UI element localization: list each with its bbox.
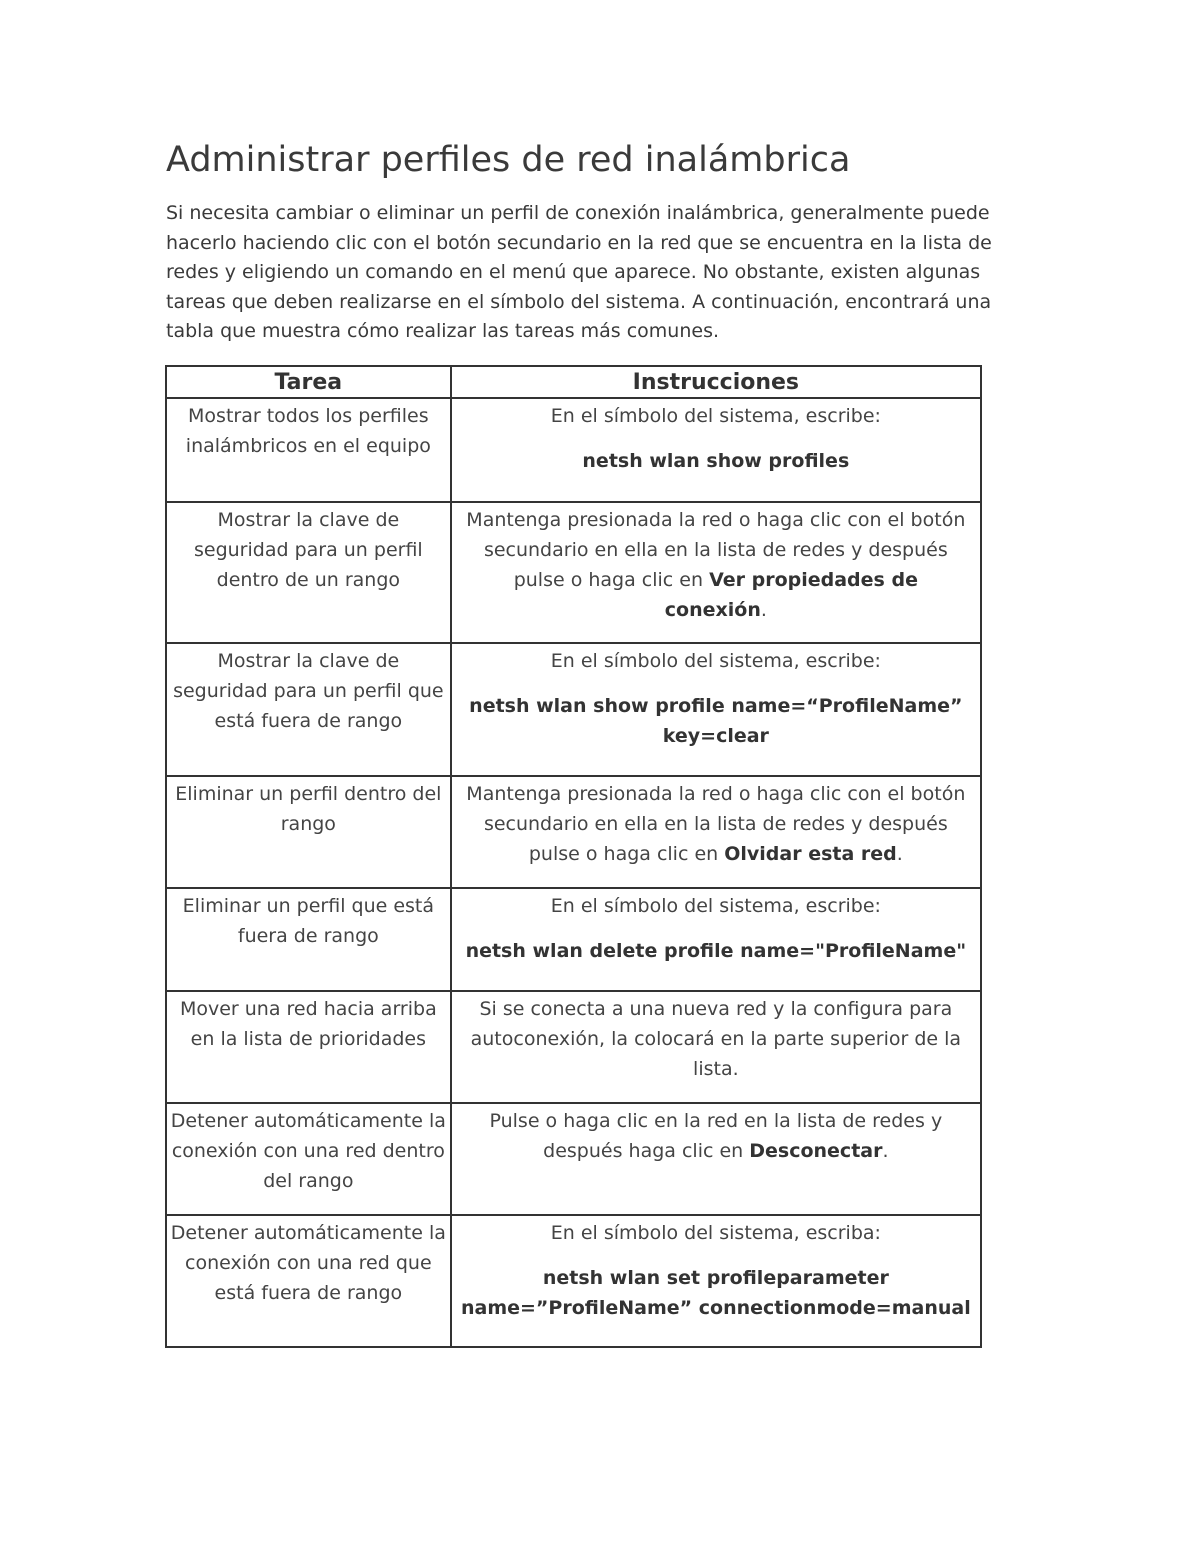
instruction-line: En el símbolo del sistema, escribe: [550,895,881,917]
task-cell [166,1215,451,1347]
instruction-cell [451,776,981,888]
task-line: está fuera de rango [214,1282,403,1304]
command-line: netsh wlan show profiles [582,450,850,472]
instruction-line: Si se conecta a una nueva red y la configura para [479,998,953,1020]
table-row [166,991,981,1103]
command-block [452,1263,980,1323]
task-cell [166,1103,451,1215]
task-line: conexión con una red que [185,1252,432,1274]
intro-line: Si necesita cambiar o eliminar un perfil de conexión inalámbrica, generalmente puede [166,202,990,224]
instruction-text: . [882,1140,889,1162]
task-line: en la lista de prioridades [190,1028,427,1050]
tasks-table [165,365,982,1348]
instruction-line: secundario en ella en la lista de redes y después [483,813,948,835]
instruction-line: En el símbolo del sistema, escriba: [550,1222,881,1244]
command-block [452,691,980,751]
page-title: Administrar perfiles de red inalámbrica [166,140,851,180]
task-cell [166,398,451,502]
instruction-text: pulse o haga clic en [513,569,710,591]
table-row [166,776,981,888]
instruction-line: En el símbolo del sistema, escribe: [550,405,881,427]
intro-paragraph [166,199,1036,347]
instruction-line [452,565,980,595]
command-line: netsh wlan set profileparameter [542,1267,889,1289]
instruction-emphasis: conexión [664,599,761,621]
instruction-line: autoconexión, la colocará en la parte superior de la [470,1028,962,1050]
table-header-row [166,366,981,398]
command-block [452,446,980,476]
table-row [166,502,981,643]
instruction-cell [451,888,981,991]
task-line: Eliminar un perfil dentro del [175,783,442,805]
instruction-line: En el símbolo del sistema, escribe: [550,650,881,672]
task-line: Detener automáticamente la [170,1222,446,1244]
instruction-cell [451,643,981,776]
task-line: del rango [263,1170,354,1192]
instruction-line [452,1136,980,1166]
task-cell [166,991,451,1103]
task-line: dentro de un rango [216,569,401,591]
task-cell [166,643,451,776]
instruction-line [452,839,980,869]
instruction-cell [451,398,981,502]
table-row [166,398,981,502]
intro-line: tareas que deben realizarse en el símbolo del sistema. A continuación, encontrará una [166,290,992,313]
instruction-line: Pulse o haga clic en la red en la lista de redes y [489,1110,943,1132]
task-line: seguridad para un perfil que [173,680,444,702]
task-line: inalámbricos en el equipo [185,435,431,457]
task-cell [166,502,451,643]
table-row [166,1103,981,1215]
task-line: está fuera de rango [214,710,403,732]
intro-line: hacerlo haciendo clic con el botón secundario en la red que se encuentra en la lista de [166,231,992,254]
instruction-line: Mantenga presionada la red o haga clic con el botón [466,783,966,805]
instruction-cell [451,1103,981,1215]
task-line: conexión con una red dentro [171,1140,445,1162]
instruction-cell [451,991,981,1103]
command-line: netsh wlan delete profile name="ProfileName" [465,940,967,962]
header-instructions: Instrucciones [451,366,981,398]
instruction-emphasis: Olvidar esta red [724,843,897,865]
command-line: key=clear [662,725,769,747]
instruction-emphasis: Desconectar [749,1140,883,1162]
task-cell [166,776,451,888]
task-line: fuera de rango [237,925,379,947]
instruction-cell [451,1215,981,1347]
task-cell [166,888,451,991]
table-row [166,888,981,991]
instruction-text: pulse o haga clic en [528,843,725,865]
task-line: Mostrar la clave de [217,650,400,672]
task-line: Mover una red hacia arriba [179,998,437,1020]
instruction-text: después haga clic en [543,1140,750,1162]
instruction-line: lista. [693,1058,739,1080]
instruction-line [452,595,980,625]
task-line: Mostrar la clave de [217,509,400,531]
intro-line: tabla que muestra cómo realizar las tareas más comunes. [166,320,720,342]
intro-line: redes y eligiendo un comando en el menú que aparece. No obstante, existen algunas [166,261,981,283]
table-row [166,643,981,776]
command-block [452,936,980,966]
instruction-text: . [896,843,903,865]
instruction-line: Mantenga presionada la red o haga clic con el botón [466,509,966,531]
task-line: seguridad para un perfil [193,539,423,561]
task-line: Mostrar todos los perfiles [188,405,429,427]
table-row [166,1215,981,1347]
task-line: Eliminar un perfil que está [182,895,435,917]
instruction-cell [451,502,981,643]
instruction-text: . [760,599,767,621]
command-line: name=”ProfileName” connectionmode=manual [460,1297,971,1319]
instruction-line: secundario en ella en la lista de redes y después [483,539,948,561]
task-line: Detener automáticamente la [170,1110,446,1132]
header-task: Tarea [166,366,451,398]
instruction-emphasis: Ver propiedades de [709,569,918,591]
task-line: rango [280,813,336,835]
command-line: netsh wlan show profile name=“ProfileName” [469,695,963,717]
